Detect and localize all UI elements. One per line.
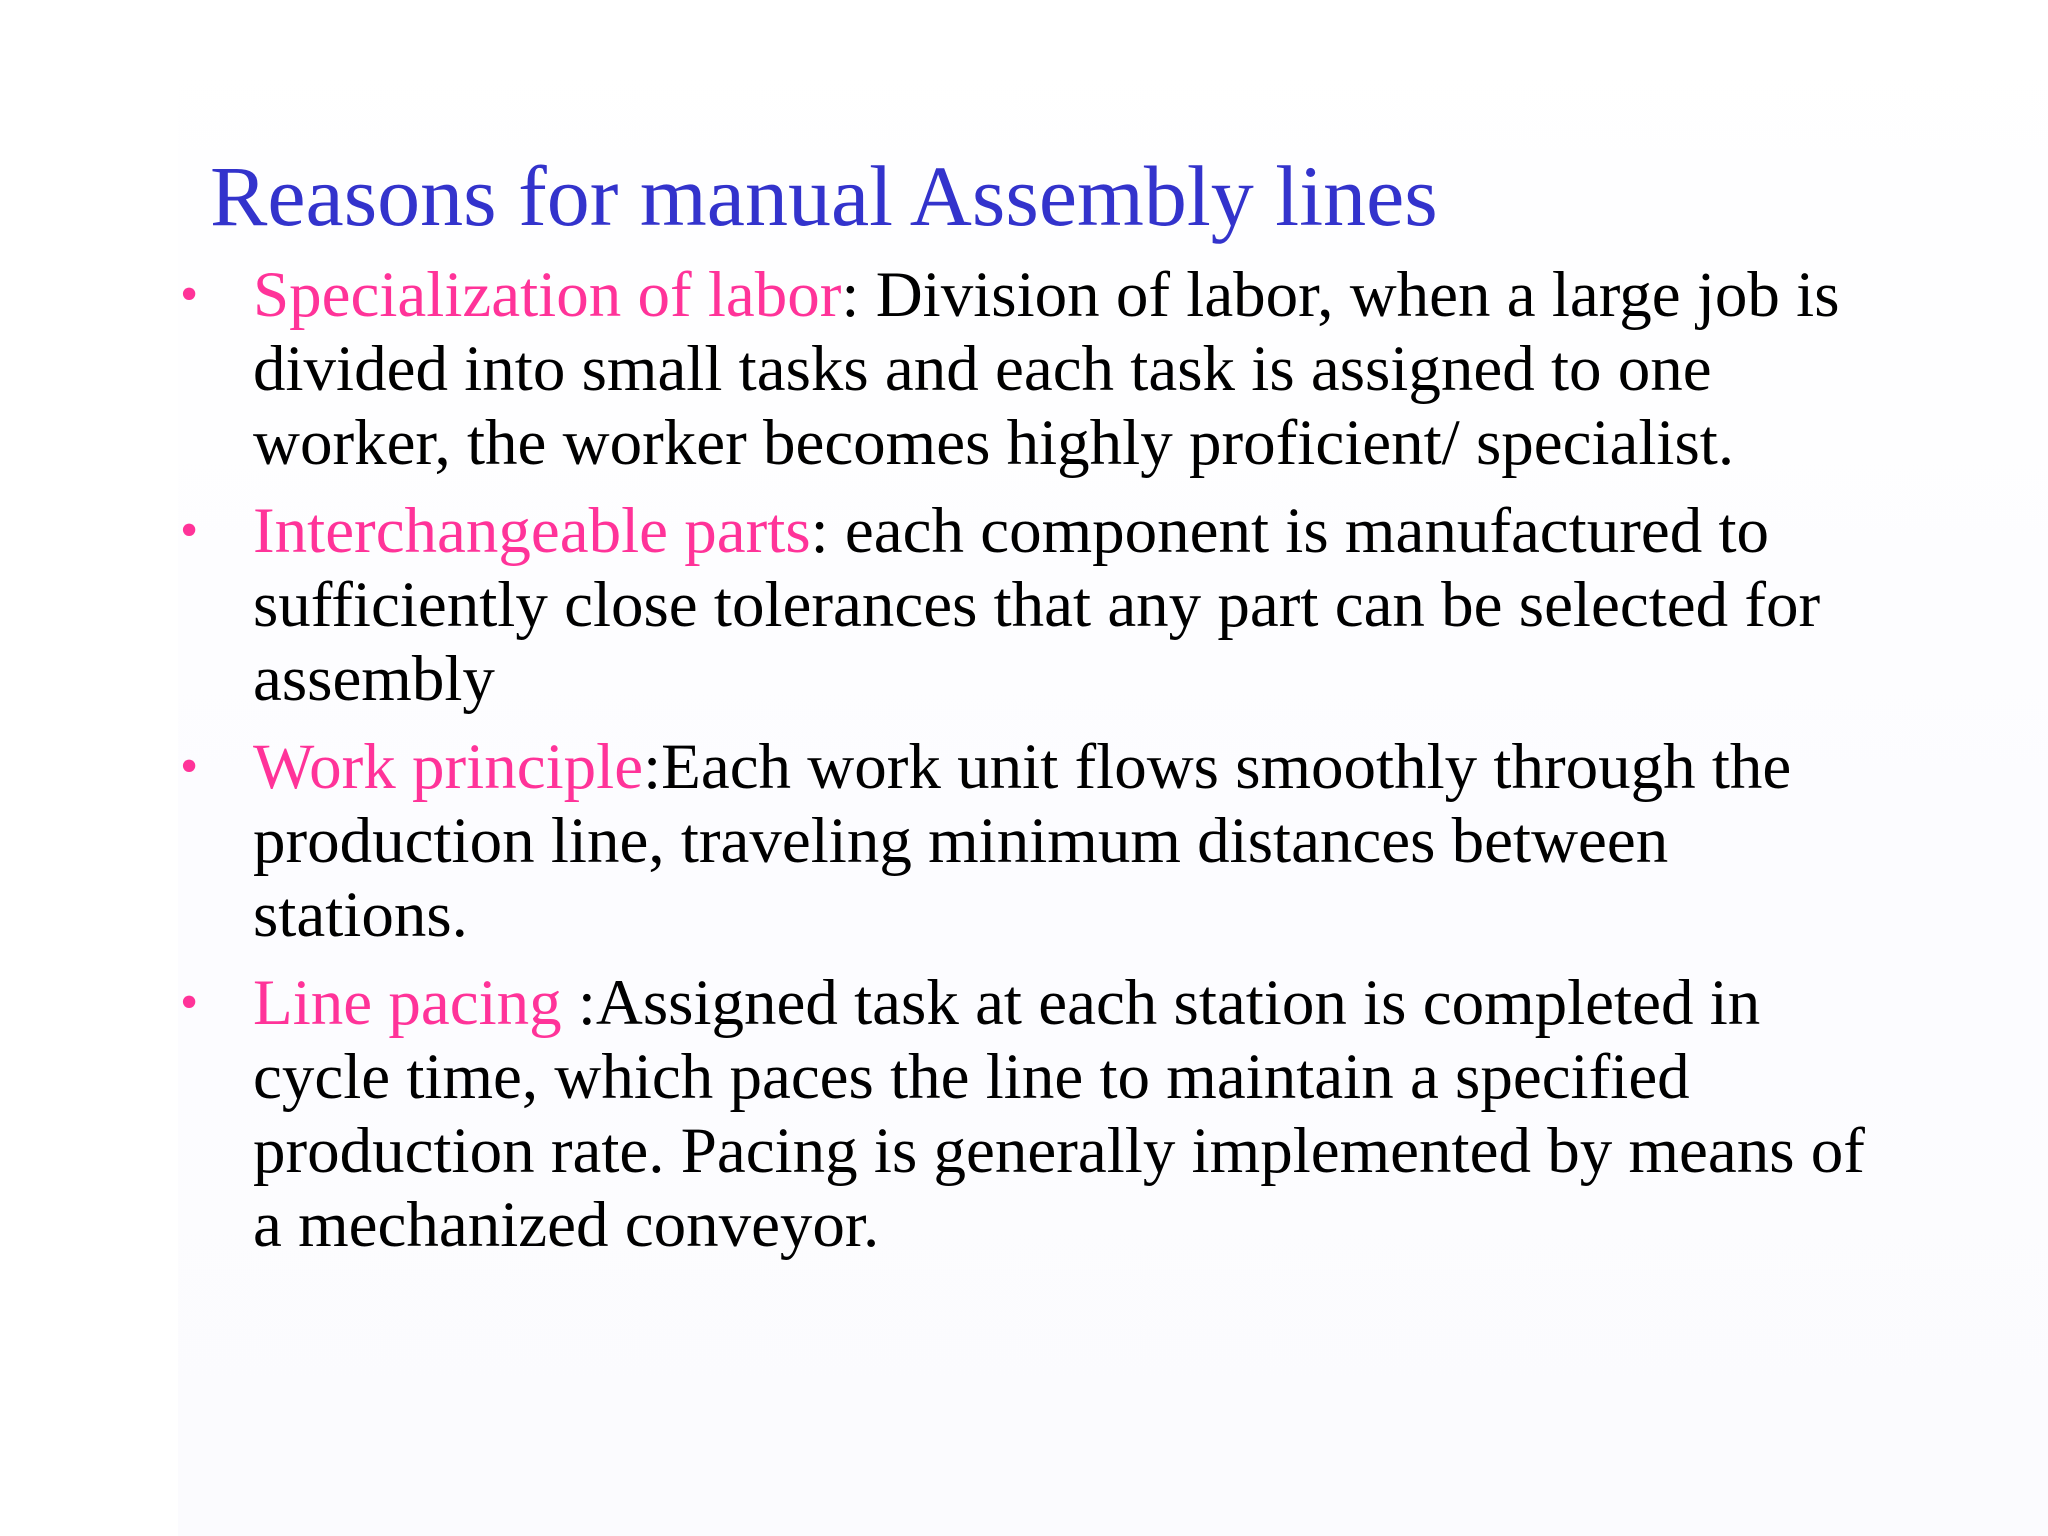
- bullet-text: : each component is manufactured to sufficiently close tolerances that any part can be selected for assembly: [253, 495, 1821, 715]
- bullet-term: Specialization of labor: [253, 259, 842, 331]
- bullet-term: Work principle: [253, 731, 644, 803]
- bullet-item-work-principle: [0, 730, 1893, 952]
- bullet-term: Interchangeable parts: [253, 495, 811, 567]
- bullet-icon: •: [180, 502, 199, 559]
- bullet-item-specialization-of-labor: [0, 258, 1893, 480]
- bullet-item-interchangeable-parts: [0, 494, 1893, 716]
- slide-title: Reasons for manual Assembly lines: [210, 148, 1438, 244]
- bullet-text: :Assigned task at each station is completed in cycle time, which paces the line to maintain a specified production rate. Pacing is generally implemented by means of a mechanized conveyor.: [253, 967, 1865, 1261]
- bullet-item-line-pacing: [0, 966, 1893, 1262]
- bullet-list: [0, 258, 2048, 1276]
- bullet-term: Line pacing: [253, 967, 578, 1039]
- bullet-icon: •: [180, 266, 199, 323]
- bullet-text: :Each work unit flows smoothly through the production line, traveling minimum distances between stations.: [253, 731, 1792, 951]
- bullet-icon: •: [180, 738, 199, 795]
- bullet-icon: •: [180, 974, 199, 1031]
- bullet-text: : Division of labor, when a large job is divided into small tasks and each task is assigned to one worker, the worker becomes highly proficient/ specialist.: [253, 259, 1840, 479]
